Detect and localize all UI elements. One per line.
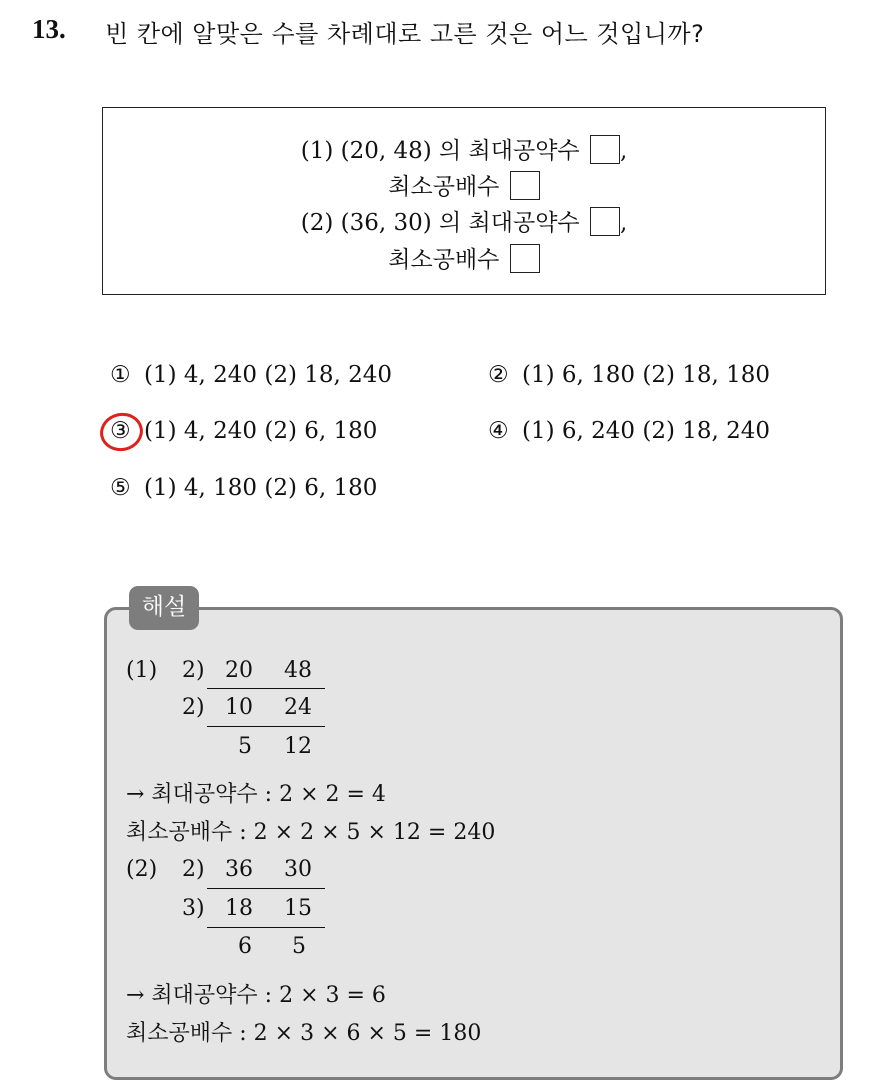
answer-blank bbox=[510, 244, 540, 273]
answer-mark-circle bbox=[97, 409, 147, 455]
dividend-b: 30 bbox=[284, 857, 312, 882]
answer-blank bbox=[590, 207, 620, 236]
problem-line-1-text: (1) (20, 48) 의 최대공약수 bbox=[300, 138, 580, 164]
choice-2[interactable] bbox=[488, 362, 770, 388]
choice-3[interactable] bbox=[110, 418, 377, 444]
problem-box bbox=[102, 107, 826, 295]
problem-line-1 bbox=[103, 134, 825, 168]
lcm-line: 최소공배수 : 2 × 3 × 6 × 5 = 180 bbox=[126, 1021, 482, 1046]
choice-number: ⑤ bbox=[110, 475, 131, 501]
dividend-b: 24 bbox=[284, 695, 312, 720]
answer-blank bbox=[590, 135, 620, 164]
choice-text: (1) 4, 180 (2) 6, 180 bbox=[144, 475, 378, 501]
gcd-line: → 최대공약수 : 2 × 3 = 6 bbox=[126, 983, 386, 1008]
question-number: 13. bbox=[32, 14, 66, 44]
division-line bbox=[207, 888, 325, 889]
choice-5[interactable] bbox=[110, 475, 377, 501]
dividend-a: 10 bbox=[225, 695, 253, 720]
problem-line-3-text: (2) (36, 30) 의 최대공약수 bbox=[300, 210, 580, 236]
question-text: 빈 칸에 알맞은 수를 차례대로 고른 것은 어느 것입니까? bbox=[105, 20, 705, 48]
gcd-line: → 최대공약수 : 2 × 2 = 4 bbox=[126, 782, 386, 807]
division-line bbox=[207, 927, 325, 928]
choice-text: (1) 6, 180 (2) 18, 180 bbox=[522, 362, 771, 388]
division-line bbox=[207, 688, 325, 689]
choice-text: (1) 6, 240 (2) 18, 240 bbox=[522, 418, 771, 444]
problem-line-2-text: 최소공배수 bbox=[388, 174, 500, 200]
choice-number: ③ bbox=[110, 418, 131, 444]
choice-1[interactable] bbox=[110, 362, 392, 388]
choice-number: ② bbox=[488, 362, 509, 388]
choice-number: ① bbox=[110, 362, 131, 388]
quotient-a: 6 bbox=[238, 934, 252, 959]
quotient-b: 5 bbox=[292, 934, 306, 959]
solution-part2-label: (2) bbox=[126, 857, 158, 882]
dividend-a: 36 bbox=[225, 857, 253, 882]
dividend-b: 15 bbox=[284, 896, 312, 921]
problem-line-2 bbox=[103, 170, 825, 204]
solution-part1-label: (1) bbox=[126, 658, 158, 683]
lcm-line: 최소공배수 : 2 × 2 × 5 × 12 = 240 bbox=[126, 820, 496, 845]
solution-tab: 해설 bbox=[129, 586, 199, 630]
quotient-a: 5 bbox=[238, 734, 252, 759]
divisor: 3) bbox=[182, 896, 205, 921]
solution-panel bbox=[104, 607, 843, 1080]
comma: , bbox=[619, 210, 628, 236]
quotient-b: 12 bbox=[284, 734, 312, 759]
divisor: 2) bbox=[182, 857, 205, 882]
answer-blank bbox=[510, 171, 540, 200]
dividend-a: 18 bbox=[225, 896, 253, 921]
divisor: 2) bbox=[182, 695, 205, 720]
choice-text: (1) 4, 240 (2) 6, 180 bbox=[144, 418, 378, 444]
problem-line-4-text: 최소공배수 bbox=[388, 247, 500, 273]
problem-line-4 bbox=[103, 243, 825, 277]
division-line bbox=[207, 726, 325, 727]
dividend-a: 20 bbox=[225, 658, 253, 683]
comma: , bbox=[619, 138, 628, 164]
dividend-b: 48 bbox=[284, 658, 312, 683]
choice-number: ④ bbox=[488, 418, 509, 444]
choice-text: (1) 4, 240 (2) 18, 240 bbox=[144, 362, 393, 388]
divisor: 2) bbox=[182, 658, 205, 683]
choice-4[interactable] bbox=[488, 418, 770, 444]
problem-line-3 bbox=[103, 206, 825, 240]
